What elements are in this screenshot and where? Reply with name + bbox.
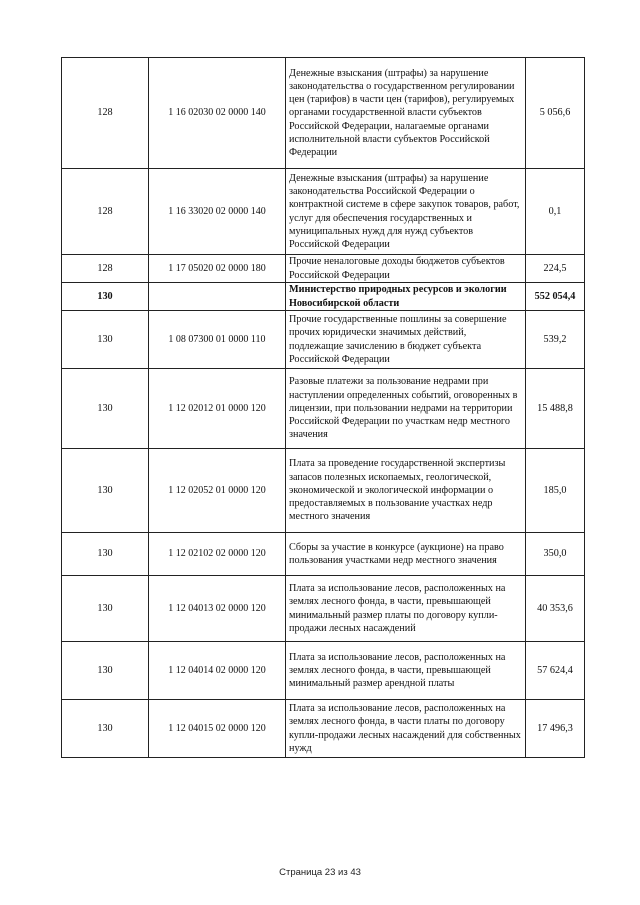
revenue-code-cell: 1 12 04013 02 0000 120 [149,576,286,642]
table-row [62,58,585,169]
table-row [62,533,585,576]
admin-code-cell: 130 [62,449,149,533]
amount-cell: 185,0 [526,449,585,533]
admin-code-cell: 130 [62,283,149,311]
admin-code-cell: 130 [62,700,149,758]
admin-code-cell: 130 [62,369,149,449]
table-row [62,700,585,758]
revenue-name-cell: Плата за проведение государственной экспертизы запасов полезных ископаемых, геологической, экономической и экологической информации о предоставляемых в пользование участках недр местного значения [286,449,526,533]
revenue-name-cell: Прочие неналоговые доходы бюджетов субъектов Российской Федерации [286,255,526,283]
table-row [62,642,585,700]
amount-cell: 539,2 [526,311,585,369]
table-row [62,311,585,369]
amount-cell: 17 496,3 [526,700,585,758]
table-row [62,576,585,642]
revenue-code-cell: 1 12 02102 02 0000 120 [149,533,286,576]
budget-revenue-table [61,57,585,758]
admin-code-cell: 128 [62,255,149,283]
admin-code-cell: 130 [62,642,149,700]
revenue-code-cell: 1 16 33020 02 0000 140 [149,169,286,255]
revenue-name-cell: Денежные взыскания (штрафы) за нарушение законодательства о государственном регулировании цен (тарифов) в части цен (тарифов), регулируемых органами государственной власти субъектов Российской Федерации, налагаемые органами исполнительной власти субъектов Российской Федерации [286,58,526,169]
amount-cell: 40 353,6 [526,576,585,642]
amount-cell: 5 056,6 [526,58,585,169]
admin-code-cell: 130 [62,533,149,576]
revenue-code-cell: 1 12 04014 02 0000 120 [149,642,286,700]
revenue-code-cell: 1 12 04015 02 0000 120 [149,700,286,758]
table-row [62,449,585,533]
admin-code-cell: 128 [62,169,149,255]
revenue-code-cell [149,283,286,311]
revenue-name-cell: Министерство природных ресурсов и экологии Новосибирской области [286,283,526,311]
table-row [62,255,585,283]
table-row [62,369,585,449]
revenue-code-cell: 1 12 02052 01 0000 120 [149,449,286,533]
revenue-code-cell: 1 17 05020 02 0000 180 [149,255,286,283]
amount-cell: 224,5 [526,255,585,283]
amount-cell: 57 624,4 [526,642,585,700]
page-number: Страница 23 из 43 [279,867,361,878]
revenue-code-cell: 1 08 07300 01 0000 110 [149,311,286,369]
amount-cell: 15 488,8 [526,369,585,449]
revenue-name-cell: Плата за использование лесов, расположенных на землях лесного фонда, в части, превышающей минимальный размер арендной платы [286,642,526,700]
revenue-name-cell: Разовые платежи за пользование недрами при наступлении определенных событий, оговоренных в лицензии, при пользовании недрами на территории Российской Федерации по участкам недр местного значения [286,369,526,449]
revenue-code-cell: 1 12 02012 01 0000 120 [149,369,286,449]
revenue-name-cell: Сборы за участие в конкурсе (аукционе) на право пользования участками недр местного значения [286,533,526,576]
revenue-name-cell: Денежные взыскания (штрафы) за нарушение законодательства Российской Федерации о контрактной системе в сфере закупок товаров, работ, услуг для обеспечения государственных и муниципальных нужд для нужд субъектов Российской Федерации [286,169,526,255]
table-row-ministry-header [62,283,585,311]
admin-code-cell: 128 [62,58,149,169]
admin-code-cell: 130 [62,311,149,369]
table-row [62,169,585,255]
admin-code-cell: 130 [62,576,149,642]
revenue-name-cell: Плата за использование лесов, расположенных на землях лесного фонда, в части платы по договору купли-продажи лесных насаждений для собственных нужд [286,700,526,758]
revenue-name-cell: Прочие государственные пошлины за совершение прочих юридически значимых действий, подлежащие зачислению в бюджет субъекта Российской Федерации [286,311,526,369]
amount-cell: 0,1 [526,169,585,255]
amount-cell: 350,0 [526,533,585,576]
amount-cell: 552 054,4 [526,283,585,311]
revenue-name-cell: Плата за использование лесов, расположенных на землях лесного фонда, в части, превышающей минимальный размер платы по договору купли-продажи лесных насаждений [286,576,526,642]
revenue-code-cell: 1 16 02030 02 0000 140 [149,58,286,169]
